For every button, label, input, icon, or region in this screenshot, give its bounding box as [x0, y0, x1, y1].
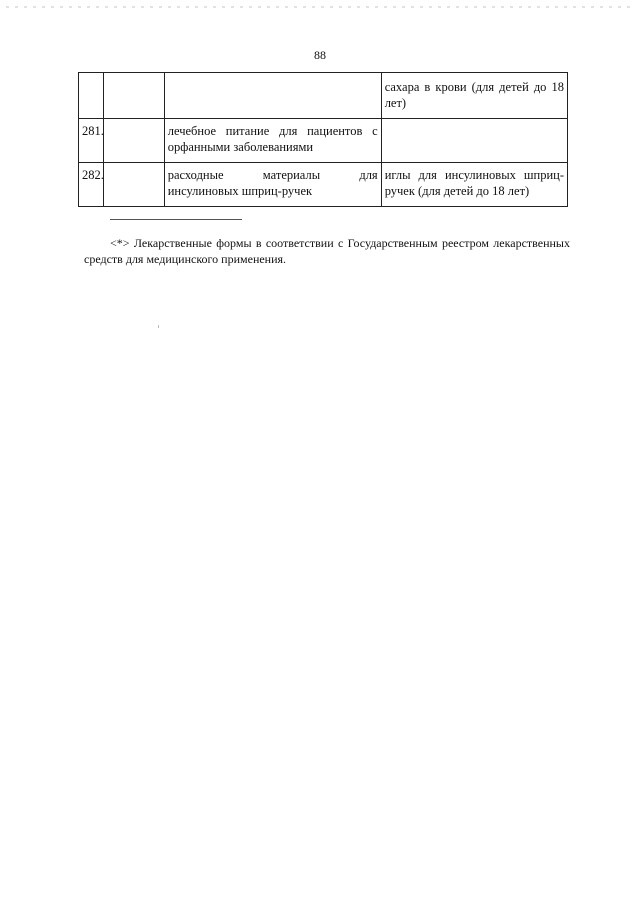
item-name-cell: расходные материалы для инсулиновых шприц-ручек: [164, 163, 381, 207]
table-row: [79, 119, 568, 163]
scan-artifact-line: [6, 6, 632, 8]
table-row: [79, 163, 568, 207]
item-name-cell: [164, 73, 381, 119]
row-number-cell: 282.: [79, 163, 104, 207]
table-row: [79, 73, 568, 119]
item-form-cell: иглы для инсулиновых шприц-ручек (для детей до 18 лет): [381, 163, 567, 207]
item-form-cell: [381, 119, 567, 163]
scan-speck: [158, 325, 159, 328]
footnote-separator: [110, 219, 242, 220]
row-number-cell: [79, 73, 104, 119]
footnote-text: <*> Лекарственные формы в соответствии с Государственным реестром лекарственных средств для медицинского применения.: [84, 236, 570, 266]
code-cell: [104, 73, 164, 119]
code-cell: [104, 119, 164, 163]
row-number-cell: 281.: [79, 119, 104, 163]
item-form-cell: сахара в крови (для детей до 18 лет): [381, 73, 567, 119]
code-cell: [104, 163, 164, 207]
page-number: 88: [314, 48, 326, 62]
item-name-cell: лечебное питание для пациентов с орфанными заболеваниями: [164, 119, 381, 163]
medical-items-table: [78, 72, 568, 207]
